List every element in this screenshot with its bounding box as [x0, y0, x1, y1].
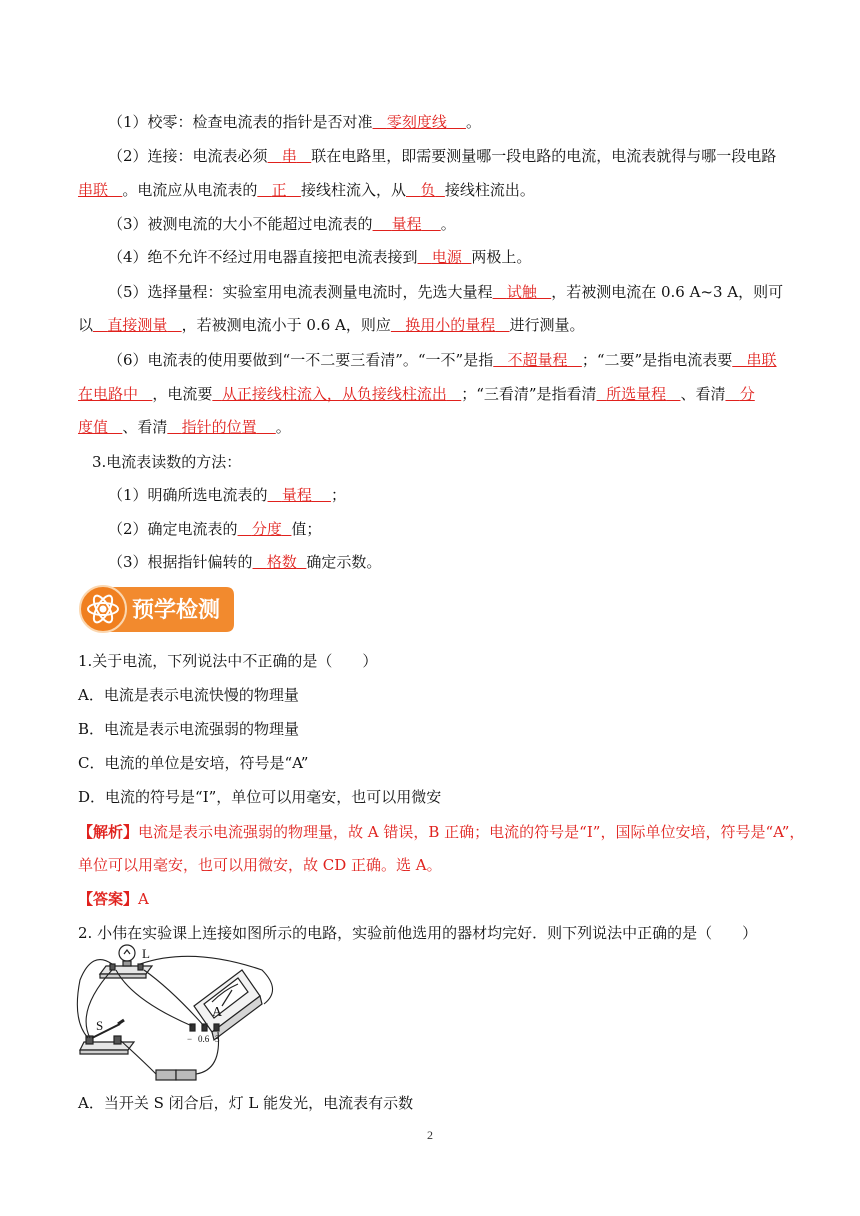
answer-blank: 试触	[506, 283, 537, 301]
answer-blank: 从正接线柱流入，从负接线柱流出	[221, 385, 447, 403]
terminal-06: 0.6	[198, 1034, 210, 1044]
answer-blank: 串联	[78, 181, 109, 199]
answer-blank: 电源	[431, 248, 462, 266]
answer-tag: 【答案】	[78, 890, 139, 908]
circuit-figure	[72, 940, 284, 1088]
answer-blank: 指针的位置	[181, 418, 257, 436]
q2-stem: 2. 小伟在实验课上连接如图所示的电路，实验前他选用的器材均完好．则下列说法中正确的是（ ）	[78, 924, 758, 942]
q1-stem: 1.关于电流，下列说法中不正确的是（ ）	[78, 652, 378, 670]
reading-step-2: （2）确定电流表的 分度 值；	[108, 520, 322, 538]
item-rules: （6）电流表的使用要做到“一不二要三看清”。“一不”是指 不超量程 ；“二要”是指电流表要 串联	[108, 351, 777, 369]
section-banner	[78, 584, 236, 634]
item-rules-cont: 在电路中 ，电流要 从正接线柱流入，从负接线柱流出 ；“三看清”是指看清 所选量程 、看清 分	[78, 385, 755, 403]
answer-blank: 换用小的量程	[405, 316, 496, 334]
answer-blank: 在电路中	[78, 385, 139, 403]
reading-step-3: （3）根据指针偏转的 格数 确定示数。	[108, 553, 382, 571]
item-select-range: （5）选择量程：实验室用电流表测量电流时，先选大量程 试触 ，若被测电流在 0.6 A~3 A，则可	[108, 283, 784, 301]
answer-blank: 格数	[266, 553, 297, 571]
switch-label: S	[96, 1018, 104, 1033]
q1-analysis: 【解析】电流是表示电流强弱的物理量，故 A 错误，B 正确；电流的符号是“I”，国际单位安培，符号是“A”，	[78, 823, 805, 841]
q1-option-c: C．电流的单位是安培，符号是“A”	[78, 754, 309, 772]
answer-blank: 度值	[78, 418, 109, 436]
item-rules-cont2: 度值 、看清 指针的位置 。	[78, 418, 291, 436]
section-heading-reading: 3.电流表读数的方法：	[92, 453, 242, 471]
terminal-3: 3	[215, 1034, 220, 1044]
lamp-label: L	[142, 946, 150, 961]
answer-blank: 负	[420, 181, 436, 199]
answer-blank: 分	[739, 385, 755, 403]
answer-blank: 串联	[746, 351, 777, 369]
q1-analysis-cont: 单位可以用毫安，也可以用微安，故 CD 正确。选 A。	[78, 856, 442, 874]
item-zeroing: （1）校零：检查电流表的指针是否对准 零刻度线 。	[108, 113, 481, 131]
switch-icon	[80, 1020, 134, 1054]
answer-blank: 串	[281, 147, 297, 165]
item-no-short: （4）绝不允许不经过用电器直接把电流表接到 电源 两极上。	[108, 248, 532, 266]
q2-option-a: A．当开关 S 闭合后，灯 L 能发光，电流表有示数	[78, 1094, 414, 1112]
item-range-limit: （3）被测电流的大小不能超过电流表的 量程 。	[108, 215, 456, 233]
ammeter-label: A	[212, 1005, 223, 1020]
answer-blank: 量程	[281, 486, 312, 504]
item-connection-cont: 串联 。电流应从电流表的 正 接线柱流入，从 负 接线柱流出。	[78, 181, 535, 199]
answer-blank: 直接测量	[107, 316, 168, 334]
answer-blank: 不超量程	[507, 351, 568, 369]
q1-option-a: A．电流是表示电流快慢的物理量	[78, 686, 299, 704]
item-connection: （2）连接：电流表必须 串 联在电路里，即需要测量哪一段电路的电流，电流表就得与哪一段电路	[108, 147, 777, 165]
reading-step-1: （1）明确所选电流表的 量程 ；	[108, 486, 346, 504]
analysis-tag: 【解析】	[78, 823, 139, 841]
banner-title: 预学检测	[131, 598, 221, 623]
terminal-neg: −	[187, 1034, 193, 1044]
answer-blank: 分度	[251, 520, 282, 538]
q1-option-b: B．电流是表示电流强弱的物理量	[78, 720, 300, 738]
page-number: 2	[427, 1128, 433, 1142]
answer-blank: 所选量程	[606, 385, 667, 403]
answer-blank: 量程	[391, 215, 422, 233]
item-select-range-cont: 以 直接测量 ，若被测电流小于 0.6 A，则应 换用小的量程 进行测量。	[78, 316, 585, 334]
answer-blank: 正	[271, 181, 287, 199]
q1-option-d: D．电流的符号是“I”，单位可以用毫安，也可以用微安	[78, 788, 442, 806]
q1-answer: 【答案】A	[78, 890, 149, 908]
answer-blank: 零刻度线	[386, 113, 447, 131]
banner-graphic	[78, 584, 236, 634]
ammeter-icon	[190, 970, 262, 1040]
battery-icon	[156, 1070, 196, 1080]
